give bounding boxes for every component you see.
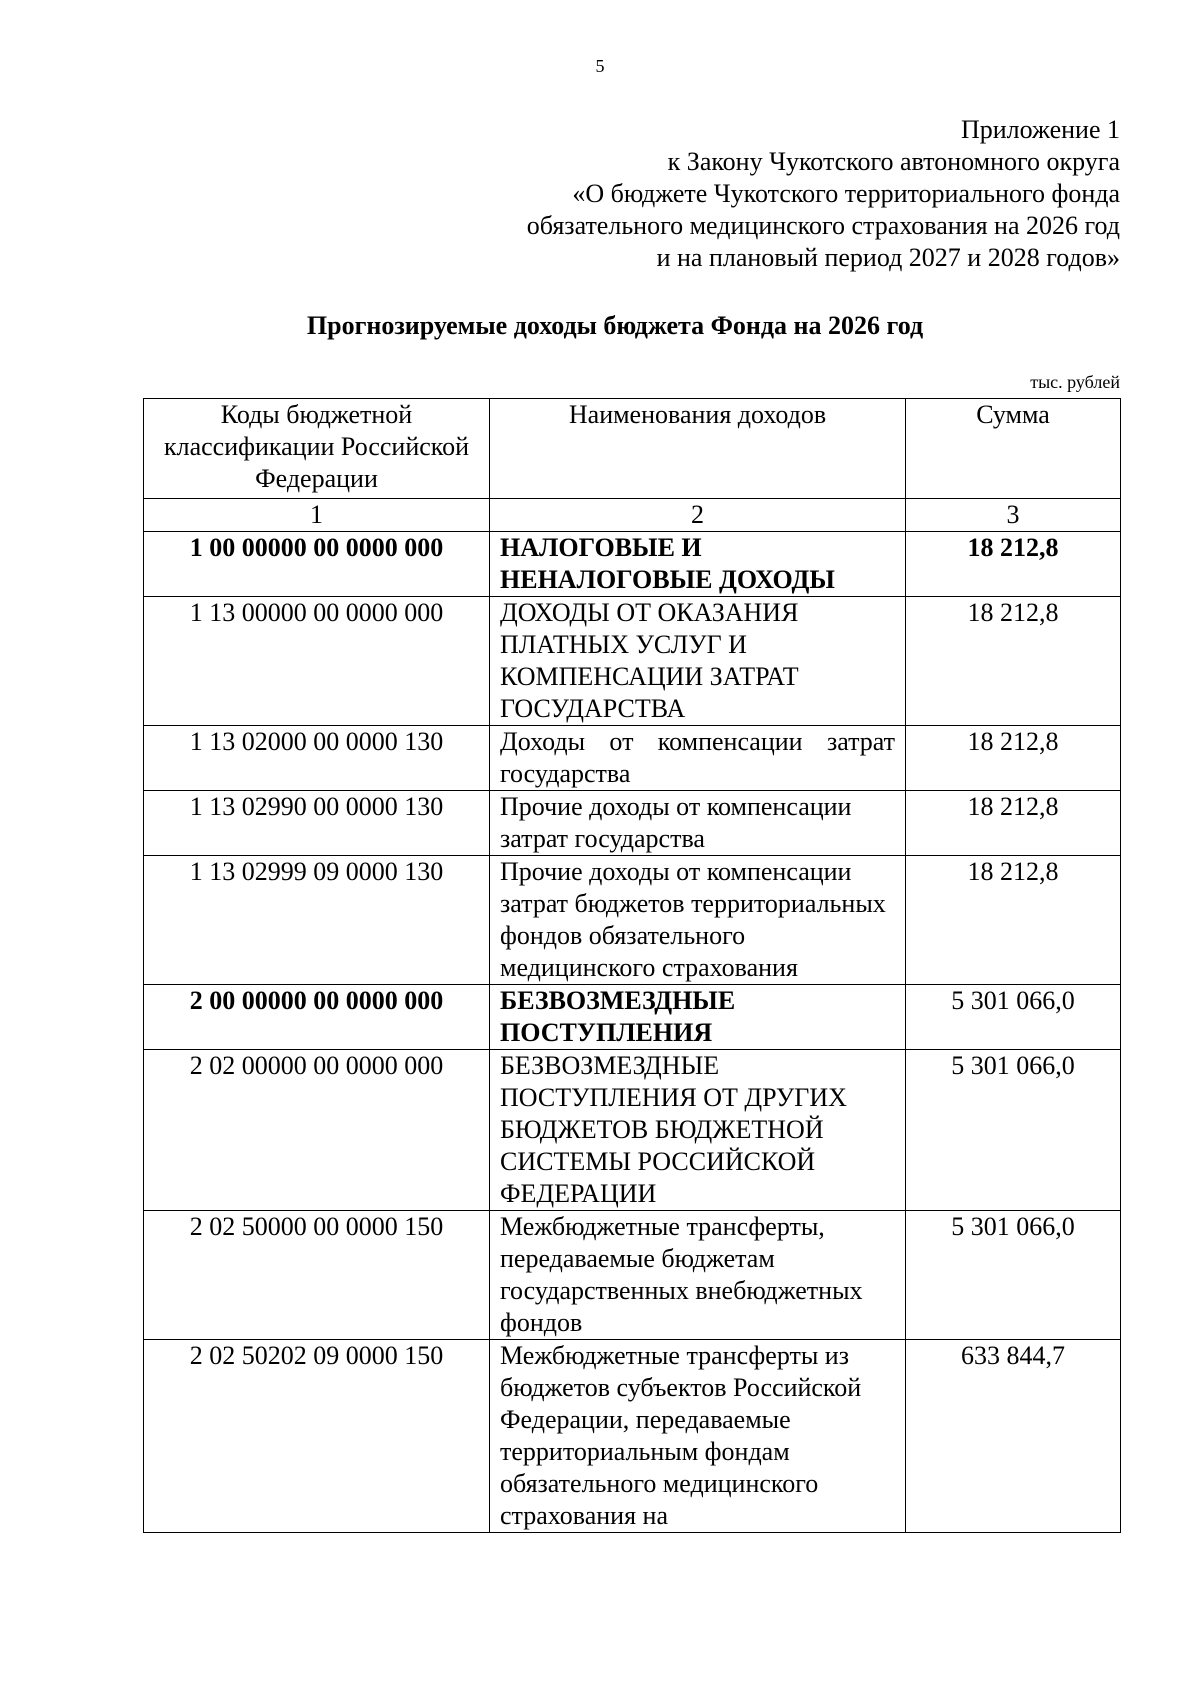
row-code: 2 02 00000 00 0000 000 (144, 1050, 490, 1211)
table-row (144, 1340, 1121, 1533)
table-row (144, 791, 1121, 856)
row-code: 2 02 50000 00 0000 150 (144, 1211, 490, 1340)
row-name: Доходы от компенсации затрат государства (490, 726, 906, 791)
row-sum: 633 844,7 (906, 1340, 1121, 1533)
row-name: БЕЗВОЗМЕЗДНЫЕ ПОСТУПЛЕНИЯ (490, 985, 906, 1050)
column-number: 1 (144, 499, 490, 532)
appendix-block (527, 114, 1120, 274)
row-name: Прочие доходы от компенсации затрат государства (490, 791, 906, 856)
appendix-line: Приложение 1 (960, 115, 1120, 144)
header-codes: Коды бюджетной классификации Российской Федерации (144, 399, 490, 499)
table-row (144, 856, 1121, 985)
table-row (144, 532, 1121, 597)
row-name: Межбюджетные трансферты, передаваемые бюджетам государственных внебюджетных фондов (490, 1211, 906, 1340)
row-code: 1 13 02999 09 0000 130 (144, 856, 490, 985)
table-row (144, 597, 1121, 726)
row-code: 1 13 02990 00 0000 130 (144, 791, 490, 856)
row-sum: 18 212,8 (906, 597, 1121, 726)
income-table (143, 398, 1121, 1533)
appendix-line: к Закону Чукотского автономного округа (667, 147, 1120, 176)
row-sum: 5 301 066,0 (906, 1211, 1121, 1340)
table-row (144, 1211, 1121, 1340)
document-title: Прогнозируемые доходы бюджета Фонда на 2026 год (306, 311, 924, 340)
row-name: БЕЗВОЗМЕЗДНЫЕ ПОСТУПЛЕНИЯ ОТ ДРУГИХ БЮДЖЕТОВ БЮДЖЕТНОЙ СИСТЕМЫ РОССИЙСКОЙ ФЕДЕРАЦИИ (490, 1050, 906, 1211)
row-name: НАЛОГОВЫЕ И НЕНАЛОГОВЫЕ ДОХОДЫ (490, 532, 906, 597)
units-label: тыс. рублей (1030, 372, 1120, 392)
column-numbers-row (144, 499, 1121, 532)
appendix-line: «О бюджете Чукотского территориального фонда (572, 179, 1120, 208)
table-header-row (144, 399, 1121, 499)
row-sum: 18 212,8 (906, 532, 1121, 597)
table-row (144, 726, 1121, 791)
header-names: Наименования доходов (490, 399, 906, 499)
row-code: 1 13 00000 00 0000 000 (144, 597, 490, 726)
row-sum: 18 212,8 (906, 791, 1121, 856)
table-row (144, 985, 1121, 1050)
row-name: Межбюджетные трансферты из бюджетов субъектов Российской Федерации, передаваемые территориальным фондам обязательного медицинского страхования на (490, 1340, 906, 1533)
column-number: 2 (490, 499, 906, 532)
appendix-line: обязательного медицинского страхования на 2026 год (526, 211, 1120, 240)
row-code: 2 00 00000 00 0000 000 (144, 985, 490, 1050)
row-name: Прочие доходы от компенсации затрат бюджетов территориальных фондов обязательного медицинского страхования (490, 856, 906, 985)
row-sum: 5 301 066,0 (906, 1050, 1121, 1211)
column-number: 3 (906, 499, 1121, 532)
page-number: 5 (595, 56, 605, 76)
row-sum: 18 212,8 (906, 856, 1121, 985)
row-sum: 18 212,8 (906, 726, 1121, 791)
row-sum: 5 301 066,0 (906, 985, 1121, 1050)
row-code: 1 13 02000 00 0000 130 (144, 726, 490, 791)
header-sum: Сумма (906, 399, 1121, 499)
table-row (144, 1050, 1121, 1211)
row-code: 2 02 50202 09 0000 150 (144, 1340, 490, 1533)
row-name: ДОХОДЫ ОТ ОКАЗАНИЯ ПЛАТНЫХ УСЛУГ И КОМПЕНСАЦИИ ЗАТРАТ ГОСУДАРСТВА (490, 597, 906, 726)
appendix-line: и на плановый период 2027 и 2028 годов» (656, 243, 1120, 272)
row-code: 1 00 00000 00 0000 000 (144, 532, 490, 597)
